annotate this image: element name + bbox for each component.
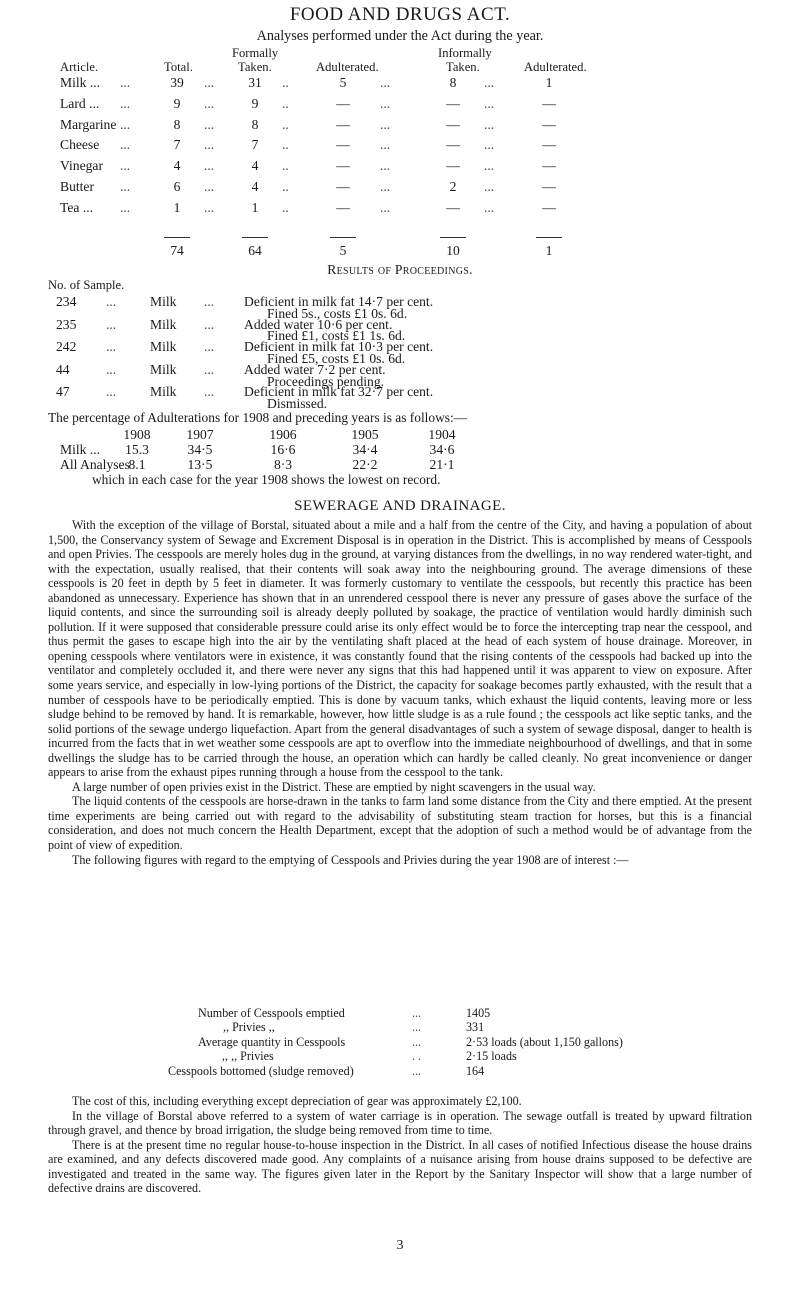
percentage-value: 22·2 [352,457,378,472]
value-cell: 9 [173,95,181,111]
leader-dots: . . [412,1049,422,1064]
informally-taken-sum: 10 [446,243,460,258]
leader-dots: ... [412,1020,422,1035]
article-cell: Cheese [60,137,100,153]
leader-dots: ... [120,95,131,111]
table-caption: Analyses performed under the Act during the year. [256,28,544,44]
result-line: Fined 5s., costs £1 0s. 6d. [267,305,408,321]
leader-dots: ... [204,116,215,132]
percentage-value: 8.1 [128,457,146,472]
value-cell: — [336,179,350,194]
leader-dots: ... [204,316,215,332]
leader-dots: ... [106,316,117,332]
value-cell: — [446,116,460,132]
leader-dots: ... [204,75,215,90]
leader-dots: ... [412,1063,422,1078]
sample-number: 235 [56,316,77,332]
leader-dots: ... [484,199,495,215]
value-cell: 39 [170,75,184,90]
figure-value: 331 [466,1020,485,1035]
year-header: 1905 [351,427,379,442]
value-cell: 5 [339,75,347,90]
value-cell: — [336,199,350,215]
leader-dots: ... [380,95,391,111]
result-line: Deficient in milk fat 10·3 per cent. [244,339,434,355]
value-cell: — [542,95,556,111]
leader-dots: ... [204,179,215,194]
paragraph-cesspools: With the exception of the village of Borstal, situated about a mile and a half from the centre of the City, and having a population of about 1,500, the Conservancy system of Sewage and Excrement Disposal is in operation in the District. This is accomplished by means of Cesspools and open Privies. The cesspools are merely holes dug in the ground, at varying distances from the dwellings, in no way rendered water-tight, and with the expectation, usually realised, that their contents will soak away into the neighbouring ground. The average dimensions of these cesspools is 20 feet in depth by 5 feet in diameter. It was formerly customary to ventilate the cesspools, but recently this practice has been abandoned as unnecessary. Experience has shown that in an unrendered cesspool there is never any pressure of gases above the surface of the liquid contents, and since the surrounding soil is already deeply polluted by soakage, the practice of ventilation would hardly diminish such pollution. If it were supposed that considerable pressure could arise its only effect would be to force the intercepting trap near the cesspool, and thus permit the gases to escape high into the air by the ventilating shaft placed at the head of each system of house drainage. Moreover, in opening cesspools where ventilators were in existence, it was constantly found that the rising contents of the cesspools had backed up into the ventilator and completely occluded it, and there were never any signs that this had happened until it was apparent to view on exposure. After some years service, and especially in low-lying portions of the District, the capacity for soakage becomes partly exhausted, with the result that a number of cesspools have to be periodically emptied. This is done by vacuum tanks, which exhaust the liquid contents, leaving more or less sludge behind to be removed by hand. It is remarkable, however, how little sludge is as a rule found ; the cesspools act like septic tanks, and the solid portions of the sewage undergo liquefaction. Apart from the general disadvantages of such a system of sewage disposal, danger to health is incurred from the facts that in wet weather some cesspools are apt to overflow into the immediate neighbourhood of dwellings, and that in some dwellings the sludge has to be carried through the house, an operation which can hardly be called cleanly. No great inconvenience or danger appears to arise from the exhaust pipes running through a house from the cesspool to the tank. [48,518,752,780]
result-line: Fined £1, costs £1 1s. 6d. [267,328,406,344]
value-cell: — [446,137,460,153]
article-cell: Margarine [60,116,117,132]
value-cell: — [542,116,556,132]
leader-dots: ... [106,361,117,377]
leader-dots: ... [204,137,215,153]
value-cell: — [336,137,350,153]
leader-dots: ... [412,1006,422,1020]
leader-dots: ... [484,158,495,174]
percentage-value: 13·5 [187,457,213,472]
figure-value: 2·53 loads (about 1,150 gallons) [466,1034,623,1049]
value-cell: 9 [251,95,259,111]
value-cell: 1 [545,75,553,90]
leader-dots: ... [204,384,215,400]
leader-dots: ... [106,339,117,355]
leader-dots: .. [282,75,289,90]
group-header-informally: Informally [438,46,492,60]
col-header-informally-taken: Taken. [446,60,480,74]
article-cell: Milk ... [60,75,101,90]
percentage-value: 15.3 [125,442,149,457]
figure-value: 164 [466,1063,485,1078]
value-cell: 4 [173,158,181,174]
leader-dots: .. [282,158,289,174]
value-cell: — [336,95,350,111]
value-cell: 1 [173,199,181,215]
value-cell: 4 [251,179,259,194]
figure-label: ,, Privies ,, [223,1020,275,1035]
leader-dots: .. [282,179,289,194]
leader-dots: ... [484,137,495,153]
value-cell: 8 [251,116,259,132]
leader-dots: ... [120,75,131,90]
page-number: 3 [396,1238,404,1253]
paragraph-liquid-contents: The liquid contents of the cesspools are horse-drawn in the tanks to farm land some distance from the City and there emptied. At the present time experiments are being carried out with regard to the advisability of substituting steam traction for horses, but this is a financial consideration, and does not much concern the Health Department, except that the adoption of such a method would be of advantage from the point of view of expedition. [48,794,752,853]
year-header: 1904 [428,427,456,442]
percentage-value: 8·3 [273,457,293,472]
leader-dots: ... [120,199,131,215]
leader-dots: ... [380,158,391,174]
paragraph-borstal: In the village of Borstal above referred to a system of water carriage is in operation. The sewage outfall is treated by upward filtration through gravel, and thence by broad irrigation, the sludge being removed from time to time. [48,1108,752,1138]
figure-label: ,, ,, Privies [222,1049,274,1064]
col-header-formally-adulterated: Adulterated. [316,60,379,74]
sample-article: Milk [150,384,177,400]
leader-dots: ... [484,116,495,132]
sample-number: 47 [56,384,70,400]
col-header-formally-taken: Taken. [238,60,272,74]
value-cell: — [542,199,556,215]
proceedings-heading: Results of Proceedings. [327,262,473,277]
percentages-intro: The percentage of Adulterations for 1908 and preceding years is as follows:— [48,410,468,425]
leader-dots: .. [282,199,289,215]
value-cell: — [542,179,556,194]
value-cell: 7 [173,137,181,153]
informally-adulterated-sum: 1 [545,243,553,258]
value-cell: — [446,95,460,111]
sample-number: 242 [56,339,77,355]
value-cell: 8 [449,75,457,90]
col-header-sample-no: No. of Sample. [48,278,125,292]
value-cell: — [446,158,460,174]
sewerage-heading: SEWERAGE AND DRAINAGE. [294,498,506,514]
article-cell: Vinegar [60,158,103,174]
leader-dots: ... [380,75,391,90]
percentage-value: 21·1 [429,457,455,472]
leader-dots: ... [484,95,495,111]
leader-dots: ... [204,361,215,377]
paragraph-inspection: There is at the present time no regular house-to-house inspection in the District. In all cases of notified Infectious disease the house drains are examined, and any defects discovered made good. Any complaints of a nuisance arising from house drains supposed to be defective are investigated and treated in the same way. The figures given later in the Report by the Sanitary Inspector will show that a large number of defective drains are discovered. [48,1137,752,1196]
figure-label: Average quantity in Cesspools [198,1034,346,1049]
value-cell: 8 [173,116,181,132]
percentage-value: 16·6 [270,442,296,457]
sample-article: Milk [150,339,177,355]
leader-dots: .. [282,95,289,111]
group-header-formally: Formally [232,46,279,60]
value-cell: — [446,199,460,215]
leader-dots: ... [204,95,215,111]
result-line: Deficient in milk fat 32·7 per cent. [244,384,434,400]
year-header: 1907 [186,427,214,442]
leader-dots: ... [380,116,391,132]
figure-value: 1405 [466,1006,491,1020]
sewerage-text-block-2 [48,1094,752,1196]
article-cell: Butter [60,179,94,194]
formally-taken-sum: 64 [248,243,262,258]
total-sum: 74 [170,243,184,258]
result-line: Dismissed. [267,396,328,412]
percentage-value: 34·5 [187,442,213,457]
col-header-article: Article. [60,60,99,74]
leader-dots: ... [380,179,391,194]
sample-article: Milk [150,294,177,309]
leader-dots: ... [380,137,391,153]
leader-dots: ... [204,158,215,174]
row-label: All Analyses [60,457,130,472]
leader-dots: ... [484,75,495,90]
leader-dots: ... [106,384,117,400]
value-cell: 7 [251,137,259,153]
value-cell: — [336,116,350,132]
paragraph-cost: The cost of this, including everything except depreciation of gear was approximately £2,100. [72,1094,522,1108]
article-cell: Tea ... [60,199,94,215]
result-line: Deficient in milk fat 14·7 per cent. [244,294,434,309]
leader-dots: ... [204,199,215,215]
value-cell: — [542,158,556,174]
leader-dots: ... [204,294,215,309]
paragraph-privies: A large number of open privies exist in the District. These are emptied by night scavengers in the usual way. [72,779,596,794]
sample-article: Milk [150,316,177,332]
result-line: Added water 10·6 per cent. [244,316,393,332]
article-cell: Lard ... [60,95,100,111]
value-cell: 2 [449,179,457,194]
sample-number: 44 [56,361,70,377]
result-line: Proceedings pending. [267,373,385,389]
leader-dots: .. [282,116,289,132]
leader-dots: ... [120,137,131,153]
figure-label: Cesspools bottomed (sludge removed) [168,1063,354,1078]
col-header-total: Total. [164,60,193,74]
figure-label: Number of Cesspools emptied [198,1006,345,1020]
result-line: Added water 7·2 per cent. [244,361,386,377]
value-cell: 1 [251,199,259,215]
value-cell: 6 [173,179,181,194]
formally-adulterated-sum: 5 [339,243,347,258]
figure-value: 2·15 loads [466,1049,517,1064]
year-header: 1906 [269,427,297,442]
value-cell: — [542,137,556,153]
leader-dots: ... [204,339,215,355]
sample-number: 234 [56,294,77,309]
value-cell: — [336,158,350,174]
value-cell: 31 [248,75,262,90]
row-label: Milk ... [60,442,101,457]
leader-dots: ... [484,179,495,194]
sewerage-text-block [48,518,752,867]
sample-article: Milk [150,361,177,377]
leader-dots: ... [106,294,117,309]
leader-dots: .. [282,137,289,153]
result-line: Fined £5, costs £1 0s. 6d. [267,351,406,366]
col-header-informally-adulterated: Adulterated. [524,60,587,74]
page-title: FOOD AND DRUGS ACT. [289,4,511,25]
paragraph-figures-intro: The following figures with regard to the emptying of Cesspools and Privies during the year 1908 are of interest :— [72,852,629,867]
value-cell: 4 [251,158,259,174]
percentages-note: which in each case for the year 1908 shows the lowest on record. [92,472,441,487]
percentage-value: 34·6 [429,442,455,457]
leader-dots: ... [412,1034,422,1049]
leader-dots: ... [120,158,131,174]
leader-dots: ... [120,116,131,132]
leader-dots: ... [120,179,131,194]
leader-dots: ... [380,199,391,215]
year-header: 1908 [123,427,151,442]
percentage-value: 34·4 [352,442,378,457]
